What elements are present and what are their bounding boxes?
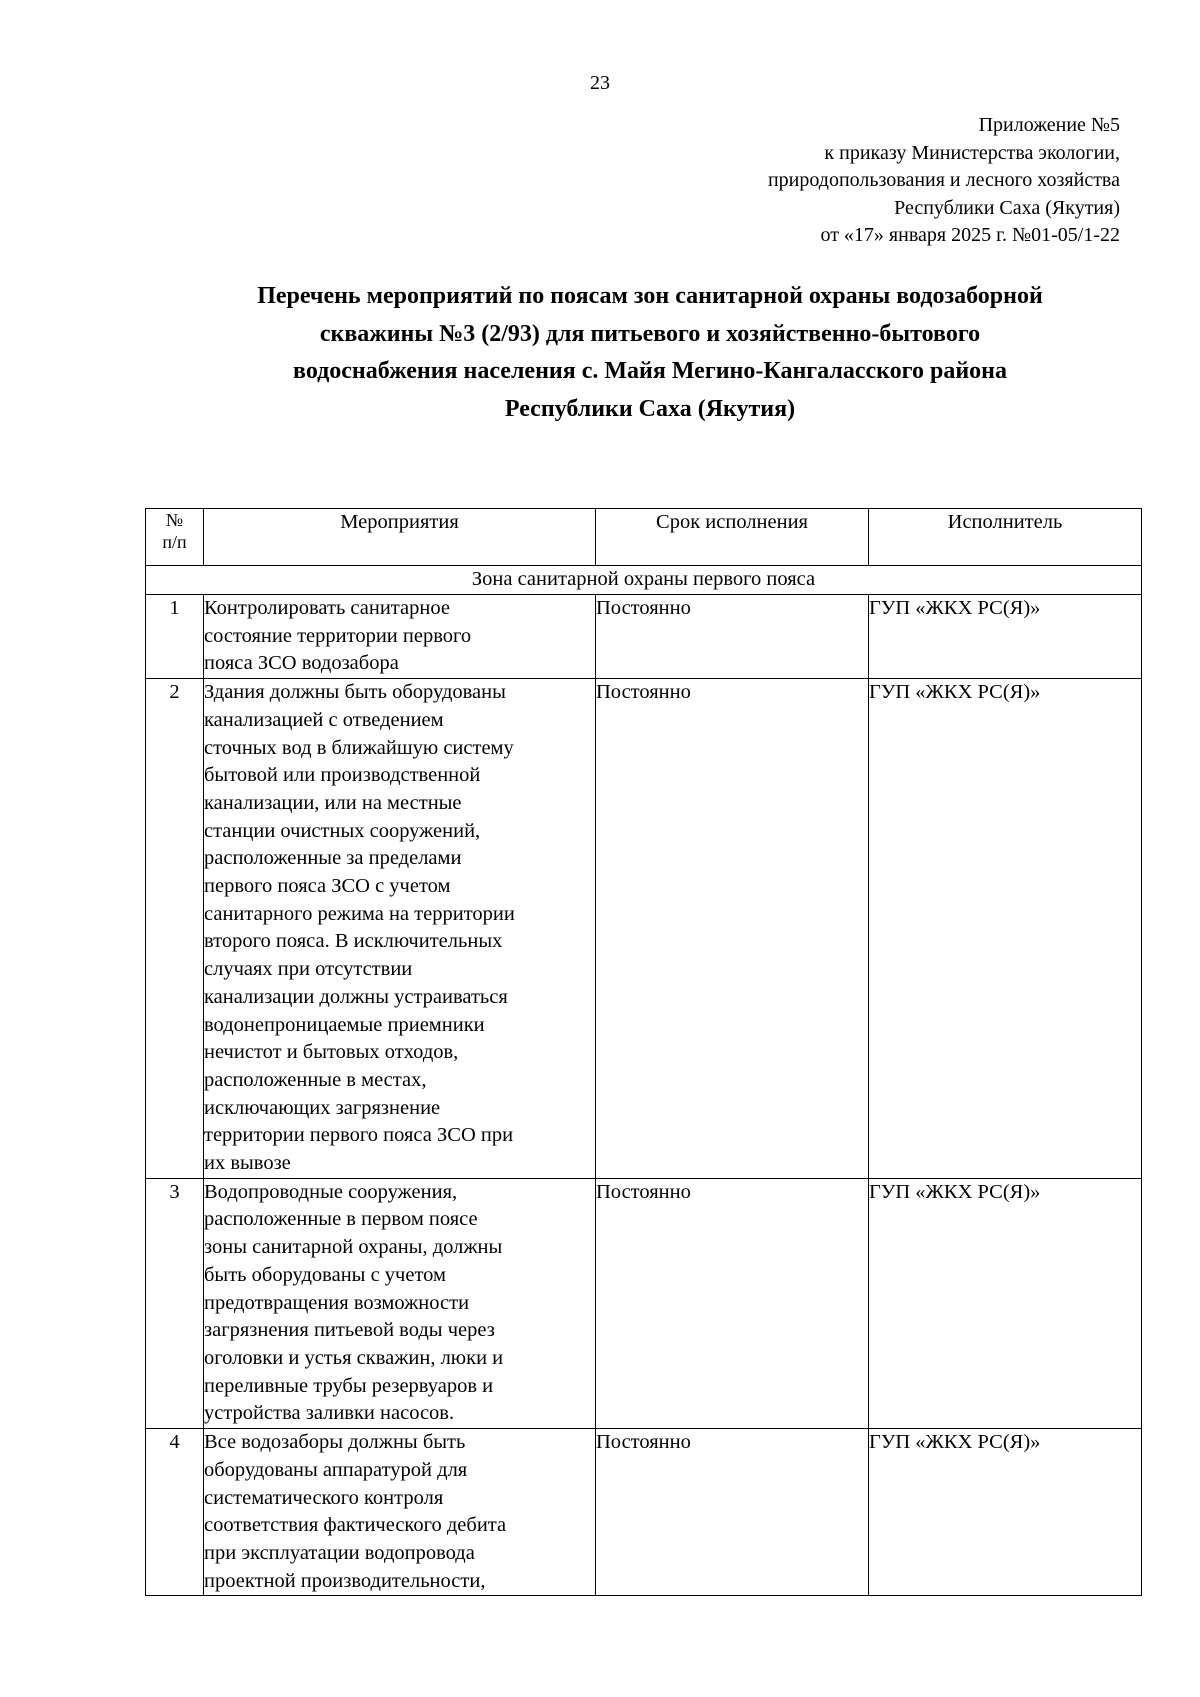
measure-line: устройства заливки насосов. bbox=[204, 1402, 455, 1425]
measure-line: канализации должны устраиваться bbox=[204, 985, 508, 1008]
measure-line: Контролировать санитарное bbox=[204, 597, 450, 619]
measure-line: сточных вод в ближайшую систему bbox=[204, 736, 514, 759]
header-number-line: № bbox=[165, 510, 184, 530]
page-number: 23 bbox=[590, 72, 610, 94]
measure-line: Здания должны быть оборудованы bbox=[204, 681, 506, 704]
deadline-cell: Постоянно bbox=[596, 1429, 869, 1596]
measure-text bbox=[204, 1178, 596, 1428]
measure-line: оборудованы аппаратурой для bbox=[204, 1458, 468, 1481]
measure-line: второго пояса. В исключительных bbox=[204, 930, 503, 953]
measure-line: зоны санитарной охраны, должны bbox=[204, 1236, 503, 1259]
row-number: 3 bbox=[146, 1178, 204, 1428]
executor-cell: ГУП «ЖКХ РС(Я)» bbox=[869, 595, 1142, 679]
deadline-cell: Постоянно bbox=[596, 1178, 869, 1428]
measure-text bbox=[204, 679, 596, 1179]
header-number bbox=[146, 509, 204, 566]
measure-line: переливные трубы резервуаров и bbox=[204, 1374, 494, 1397]
appendix-line: природопользования и лесного хозяйства bbox=[767, 169, 1120, 191]
measure-line: систематического контроля bbox=[204, 1486, 444, 1509]
header-measures: Мероприятия bbox=[204, 509, 596, 566]
executor-cell: ГУП «ЖКХ РС(Я)» bbox=[869, 1178, 1142, 1428]
header-deadline: Срок исполнения bbox=[596, 509, 869, 566]
zone-row bbox=[146, 566, 1142, 595]
row-number: 1 bbox=[146, 595, 204, 679]
measure-line: расположенные в первом поясе bbox=[204, 1208, 478, 1231]
measure-line: расположенные в местах, bbox=[204, 1068, 427, 1091]
measure-line: первого пояса ЗСО с учетом bbox=[204, 875, 451, 898]
appendix-line: к приказу Министерства экологии, bbox=[824, 141, 1120, 164]
measure-line: бытовой или производственной bbox=[204, 764, 481, 787]
measure-line: Все водозаборы должны быть bbox=[204, 1431, 466, 1454]
executor-cell: ГУП «ЖКХ РС(Я)» bbox=[869, 1429, 1142, 1596]
row-number: 2 bbox=[146, 679, 204, 1179]
table-row bbox=[146, 1178, 1142, 1428]
measure-text bbox=[204, 595, 596, 679]
measure-line: случаях при отсутствии bbox=[204, 958, 413, 981]
header-executor: Исполнитель bbox=[869, 509, 1142, 566]
deadline-cell: Постоянно bbox=[596, 595, 869, 679]
appendix-header bbox=[520, 112, 1120, 250]
measure-text bbox=[204, 1429, 596, 1596]
header-number-line: п/п bbox=[162, 532, 187, 552]
title-line: скважины №3 (2/93) для питьевого и хозяйственно-бытового bbox=[319, 320, 981, 347]
table-row bbox=[146, 595, 1142, 679]
measure-line: при эксплуатации водопровода bbox=[204, 1541, 475, 1564]
appendix-line: Приложение №5 bbox=[978, 114, 1120, 136]
row-number: 4 bbox=[146, 1429, 204, 1596]
measure-line: Водопроводные сооружения, bbox=[204, 1180, 458, 1203]
measure-line: быть оборудованы с учетом bbox=[204, 1263, 446, 1286]
measure-line: станции очистных сооружений, bbox=[204, 819, 481, 842]
title-line: водоснабжения населения с. Майя Мегино-Кангаласского района bbox=[293, 358, 1007, 384]
measure-line: оголовки и устья скважин, люки и bbox=[204, 1346, 504, 1369]
executor-cell: ГУП «ЖКХ РС(Я)» bbox=[869, 679, 1142, 1179]
measure-line: исключающих загрязнение bbox=[204, 1096, 441, 1119]
measure-line: территории первого пояса ЗСО при bbox=[204, 1124, 514, 1147]
measure-line: пояса ЗСО водозабора bbox=[204, 652, 399, 675]
measure-line: расположенные за пределами bbox=[204, 847, 462, 870]
appendix-line: от «17» января 2025 г. №01-05/1-22 bbox=[820, 224, 1120, 246]
measure-line: их вывозе bbox=[204, 1152, 291, 1175]
zone-title: Зона санитарной охраны первого пояса bbox=[146, 566, 1142, 595]
table-header-row bbox=[146, 509, 1142, 566]
deadline-cell: Постоянно bbox=[596, 679, 869, 1179]
measure-line: проектной производительности, bbox=[204, 1569, 486, 1592]
measure-line: предотвращения возможности bbox=[204, 1291, 470, 1314]
measure-line: соответствия фактического дебита bbox=[204, 1514, 507, 1537]
table-row bbox=[146, 679, 1142, 1179]
measure-line: нечистот и бытовых отходов, bbox=[204, 1041, 459, 1064]
title-line: Республики Саха (Якутия) bbox=[504, 395, 796, 422]
measure-line: водонепроницаемые приемники bbox=[204, 1013, 485, 1036]
title-line: Перечень мероприятий по поясам зон санитарной охраны водозаборной bbox=[257, 283, 1043, 309]
measure-line: состояние территории первого bbox=[204, 624, 472, 647]
table-row bbox=[146, 1429, 1142, 1596]
measure-line: канализацией с отведением bbox=[204, 708, 444, 731]
document-title bbox=[120, 278, 1180, 428]
appendix-line: Республики Саха (Якутия) bbox=[894, 196, 1120, 219]
measure-line: санитарного режима на территории bbox=[204, 902, 515, 925]
measures-table bbox=[145, 508, 1142, 1596]
measure-line: загрязнения питьевой воды через bbox=[204, 1319, 495, 1342]
measure-line: канализации, или на местные bbox=[204, 791, 462, 814]
